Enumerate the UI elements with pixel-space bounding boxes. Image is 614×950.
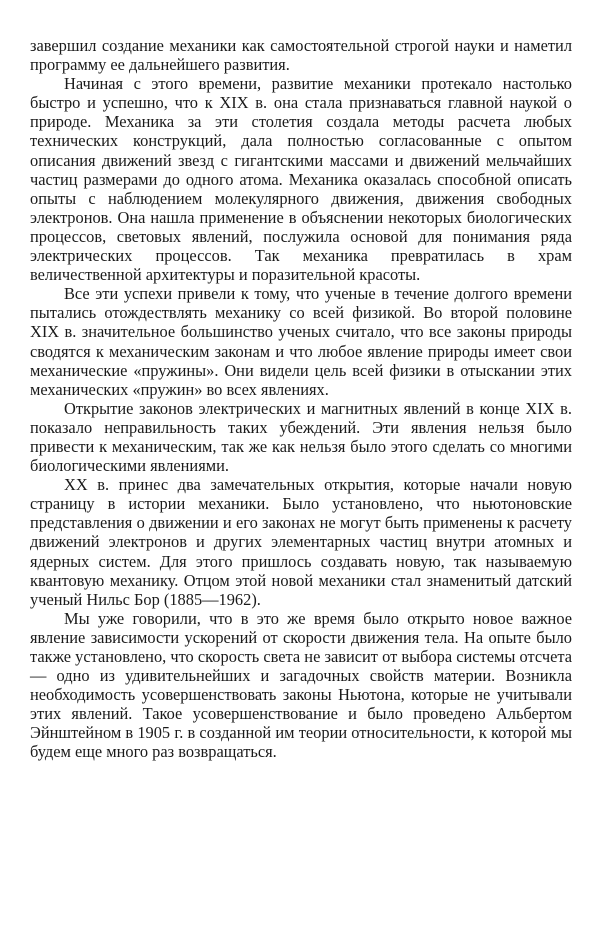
paragraph-5: XX в. принес два замечательных открытия, которые начали новую страницу в истории механики. Было установлено, что ньютоновские представления о движении и его законах не могут быть применены к расчету движений электронов и других элементарных частиц внутри атомных и ядерных систем. Для этого пришлось создавать новую, так называемую квантовую механику. Отцом этой новой механики стал знаменитый датский ученый Нильс Бор (1885—1962). <box>30 475 572 609</box>
paragraph-4: Открытие законов электрических и магнитных явлений в конце XIX в. показало неправильность таких убеждений. Эти явления нельзя было привести к механическим, так же как нельзя было этого сделать со многими биологическими явлениями. <box>30 398 572 476</box>
page-text <box>30 36 572 762</box>
paragraph-3: Все эти успехи привели к тому, что ученые в течение долгого времени пытались отождествлять механику со всей физикой. Во второй половине XIX в. значительное большинство ученых считало, что все законы природы сводятся к механическим законам и что любое явление природы имеет свои механические «пружины». Они видели цель всей физики в отыскании этих механических «пружин» во всех явлениях. <box>30 284 572 399</box>
paragraph-2: Начиная с этого времени, развитие механики протекало настолько быстро и успешно, что к XIX в. она стала признаваться главной наукой о природе. Механика за эти столетия создала методы расчета любых технических конструкций, дала полностью согласованные с опытом описания движений звезд с гигантскими массами и движений мельчайших частиц размерами до одного атома. Механика оказалась способной описать опыты с наблюдением молекулярного движения, движения свободных электронов. Она нашла применение в объяснении некоторых биологических процессов, световых явлений, послужила основой для понимания ряда электрических процессов. Так механика превратилась в храм величественной архитектуры и поразительной красоты. <box>30 74 572 285</box>
paragraph-1: завершил создание механики как самостоятельной строгой науки и наметил программу ее дальнейшего развития. <box>30 36 572 75</box>
paragraph-6: Мы уже говорили, что в это же время было открыто новое важное явление зависимости ускорений от скорости движения тела. На опыте было также установлено, что скорость света не зависит от выбора системы отсчета — одно из удивительнейших и загадочных свойств материи. Возникла необходимость усовершенствовать законы Ньютона, которые не учитывали этих явлений. Такое усовершенствование и было проведено Альбертом Эйнштейном в 1905 г. в созданной им теории относительности, к которой мы будем еще много раз возвращаться. <box>30 608 572 762</box>
